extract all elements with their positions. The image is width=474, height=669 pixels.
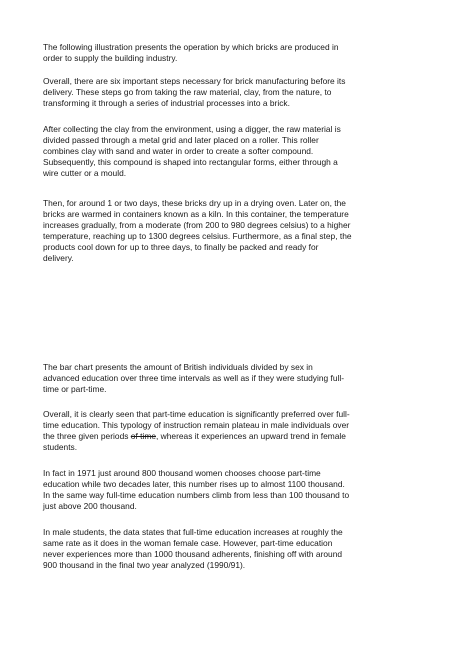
text-line: In fact in 1971 just around 800 thousand women chooses choose part-time xyxy=(43,468,321,478)
text-line: order to supply the building industry. xyxy=(43,53,178,64)
text-line: never experiences more than 1000 thousand adherents, finishing off with around xyxy=(43,549,343,560)
text-line: Overall, it is clearly seen that part-time education is significantly preferred over full- xyxy=(43,409,350,419)
text-line: divided passed through a metal grid and later placed on a roller. This roller xyxy=(43,135,319,146)
text-line: Subsequently, this compound is shaped into rectangular forms, either through a xyxy=(43,157,338,168)
essay2-paragraph-2 xyxy=(43,409,438,453)
text-line: students. xyxy=(43,442,78,453)
text-line: transforming it through a series of industrial processes into a brick. xyxy=(43,98,290,109)
text-segment: , whereas it experiences an upward trend in female xyxy=(156,431,346,442)
struck-text: of time xyxy=(130,431,156,442)
text-line: In male students, the data states that full-time education increases at roughly the xyxy=(43,527,343,537)
text-line: advanced education over three time intervals as well as if they were studying full- xyxy=(43,373,345,384)
text-line: temperature, reaching up to 1300 degrees celsius. Furthermore, as a final step, the xyxy=(43,231,352,242)
essay1-paragraph-1 xyxy=(43,42,438,64)
text-line: time or part-time. xyxy=(43,384,107,395)
text-line xyxy=(43,431,438,442)
text-line: The bar chart presents the amount of British individuals divided by sex in xyxy=(43,362,313,372)
text-line: wire cutter or a mould. xyxy=(43,168,127,179)
essay1-paragraph-4 xyxy=(43,198,438,265)
text-line: products cool down for up to three days, to finally be packed and ready for xyxy=(43,242,319,253)
text-line: education while two decades later, this number rises up to almost 1100 thousand. xyxy=(43,479,345,490)
text-line: just above 200 thousand. xyxy=(43,501,137,512)
text-line: delivery. xyxy=(43,253,74,264)
text-line: 900 thousand in the final two year analyzed (1990/91). xyxy=(43,560,246,571)
text-line: Overall, there are six important steps necessary for brick manufacturing before its xyxy=(43,76,346,86)
essay2-paragraph-4 xyxy=(43,527,438,571)
text-line: delivery. These steps go from taking the raw material, clay, from the nature, to xyxy=(43,87,332,98)
text-line: After collecting the clay from the environment, using a digger, the raw material is xyxy=(43,124,341,134)
essay1-paragraph-3 xyxy=(43,124,438,179)
essay2-paragraph-1 xyxy=(43,362,438,395)
essay1-paragraph-2 xyxy=(43,76,438,109)
text-line: Then, for around 1 or two days, these bricks dry up in a drying oven. Later on, the xyxy=(43,198,346,208)
text-line: combines clay with sand and water in order to create a softer compound. xyxy=(43,146,314,157)
text-segment: the three given periods xyxy=(43,431,131,442)
text-line: bricks are warmed in containers known as a kiln. In this container, the temperature xyxy=(43,209,349,220)
text-line: same rate as it does in the woman female case. However, part-time education xyxy=(43,538,333,549)
text-line: In the same way full-time education numbers climb from less than 100 thousand to xyxy=(43,490,350,501)
text-line: time education. This typology of instruction remain plateau in male individuals over xyxy=(43,420,350,431)
text-line: increases gradually, from a moderate (from 200 to 980 degrees celsius) to a higher xyxy=(43,220,351,231)
essay2-paragraph-3 xyxy=(43,468,438,512)
text-line: The following illustration presents the operation by which bricks are produced in xyxy=(43,42,339,52)
